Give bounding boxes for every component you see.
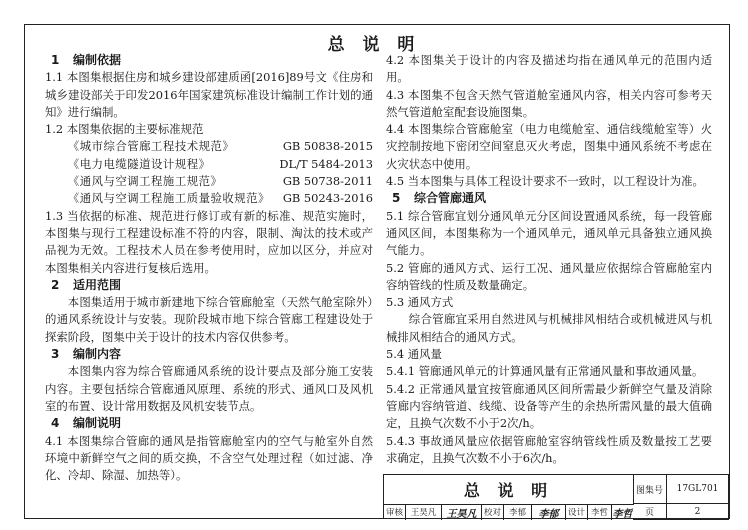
- paragraph-1-1: 1.1 本图集根据住房和城乡建设部建质函[2016]89号文《住房和城乡建设部关于印发2016年国家建筑标准设计编制工作计划的通知》进行编制。: [45, 70, 373, 119]
- section-number: 5: [392, 191, 401, 206]
- paragraph-5-2: 5.2 管廊的通风方式、运行工况、通风量应依据综合管廊舱室内容纳管线的性质及数量确定。: [386, 260, 712, 292]
- paragraph-4-2: 4.2 本图集关于设计的内容及描述均指在通风单元的范围内适用。: [386, 53, 712, 85]
- standard-row: [45, 156, 373, 173]
- signature-row: [384, 504, 633, 520]
- title-block: [383, 474, 730, 519]
- section-number: 1: [51, 53, 60, 67]
- paragraph-5-4-2: 5.4.2 正常通风量宜按管廊通风区间所需最少新鲜空气量及消除管廊内容纳管道、线缆、设备等产生的余热所需风量的最大值确定，且换气次数不小于2次/h。: [386, 381, 712, 431]
- paragraph-2: 本图集适用于城市新建地下综合管廊舱室（天然气舱室除外）的通风系统设计与安装。现阶段城市地下综合管廊工程建设处于探索阶段，图集中关于设计的技术内容仅供参考。: [45, 295, 373, 344]
- design-label: 设计: [566, 504, 588, 520]
- section-title: 编制说明: [73, 416, 122, 431]
- standard-row: [45, 173, 373, 190]
- paragraph-4-5: 4.5 当本图集与具体工程设计要求不一致时，以工程设计为准。: [386, 174, 704, 189]
- section-title: 编制内容: [73, 347, 122, 362]
- review-label: 审核: [384, 504, 406, 520]
- section-heading-4: [45, 415, 373, 432]
- paragraph-5-1: 5.1 综合管廊宜划分通风单元分区间设置通风系统，每一段管廊通风区间，本图集称为一个通风单元，通风单元具备独立通风换气能力。: [386, 208, 712, 258]
- section-number: 3: [51, 347, 60, 362]
- paragraph-4-3: 4.3 本图集不包含天然气管道舱室通风内容，相关内容可参考天然气管道舱室配套设施图集。: [386, 87, 712, 119]
- standard-code: DL/T 5484-2013: [279, 156, 373, 171]
- standard-row: [45, 138, 373, 155]
- paragraph-4-1: 4.1 本图集综合管廊的通风是指管廊舱室内的空气与舱室外自然环境中新鲜空气之间的质交换，不含空气处理过程（如过滤、净化、冷却、除湿、加热等）。: [45, 433, 373, 483]
- paragraph-1-3: 1.3 当依据的标准、规范进行修订或有新的标准、规范实施时，本图集与现行工程建设标准不符的内容，限制、淘汰的技术或产品视为无效。工程技术人员在参考使用时，应加以区分，并应对本图集相关内容进行复核后选用。: [45, 208, 373, 275]
- designer-signature: 李哲: [612, 508, 633, 520]
- title-block-title: 总 说 明: [384, 475, 634, 505]
- paragraph-5-4: 5.4 通风量: [386, 347, 442, 362]
- section-heading-1: [45, 52, 373, 69]
- standard-name: 《通风与空调工程施工质量验收规范》: [67, 191, 270, 206]
- left-column: [45, 52, 373, 484]
- section-heading-2: [45, 277, 373, 294]
- section-heading-3: [45, 346, 373, 363]
- section-heading-5: [386, 190, 712, 207]
- section-title: 综合管廊通风: [414, 191, 487, 206]
- paragraph-5-3-body: 综合管廊宜采用自然进风与机械排风相结合或机械进风与机械排风相结合的通风方式。: [386, 312, 712, 344]
- paragraph-4-4: 4.4 本图集综合管廊舱室（电力电缆舱室、通信线缆舱室等）火灾控制按地下密闭空间窒息灭火考虑，图集中通风系统不考虑在火灾状态中使用。: [386, 122, 712, 171]
- check-label: 校对: [482, 504, 504, 520]
- section-number: 4: [51, 416, 60, 431]
- paragraph-5-3: 5.3 通风方式: [386, 295, 454, 310]
- standard-code: GB 50738-2011: [282, 174, 373, 189]
- checker-name: 李郁: [504, 504, 532, 520]
- section-title: 适用范围: [73, 277, 122, 292]
- checker-signature: 李郁: [532, 504, 566, 520]
- section-number: 2: [51, 277, 60, 292]
- standard-name: 《城市综合管廊工程技术规范》: [67, 139, 235, 154]
- standard-row: [45, 190, 373, 207]
- page-title: 总 说 明: [327, 35, 421, 55]
- paragraph-5-4-3: 5.4.3 事故通风量应依据管廊舱室容纳管线性质及数量按工艺要求确定，且换气次数不小于6次/h。: [386, 433, 712, 465]
- atlas-number: 17GL701: [667, 475, 729, 504]
- standard-name: 《通风与空调工程施工规范》: [67, 174, 223, 189]
- standard-code: GB 50838-2015: [282, 139, 373, 154]
- paragraph-5-4-1: 5.4.1 管廊通风单元的计算通风量有正常通风量和事故通风量。: [386, 364, 704, 379]
- reviewer-signature: 王昊凡: [442, 504, 482, 520]
- atlas-number-label: 图集号: [633, 475, 667, 504]
- section-title: 编制依据: [73, 53, 122, 67]
- standard-name: 《电力电缆隧道设计规程》: [67, 156, 211, 171]
- right-column: [386, 52, 712, 467]
- paragraph-1-2: 1.2 本图集依据的主要标准规范: [45, 122, 204, 137]
- paragraph-3: 本图集内容为综合管廊通风系统的设计要点及部分施工安装内容。主要包括综合管廊通风原理、系统的形式、通风口及风机室的布置、设计常用数据及风机安装节点。: [45, 364, 373, 413]
- page-label: 页: [633, 504, 667, 520]
- page-number: 2: [667, 504, 729, 520]
- standard-code: GB 50243-2016: [282, 191, 373, 206]
- designer-name: 李哲: [588, 504, 612, 520]
- reviewer-name: 王昊凡: [406, 504, 442, 520]
